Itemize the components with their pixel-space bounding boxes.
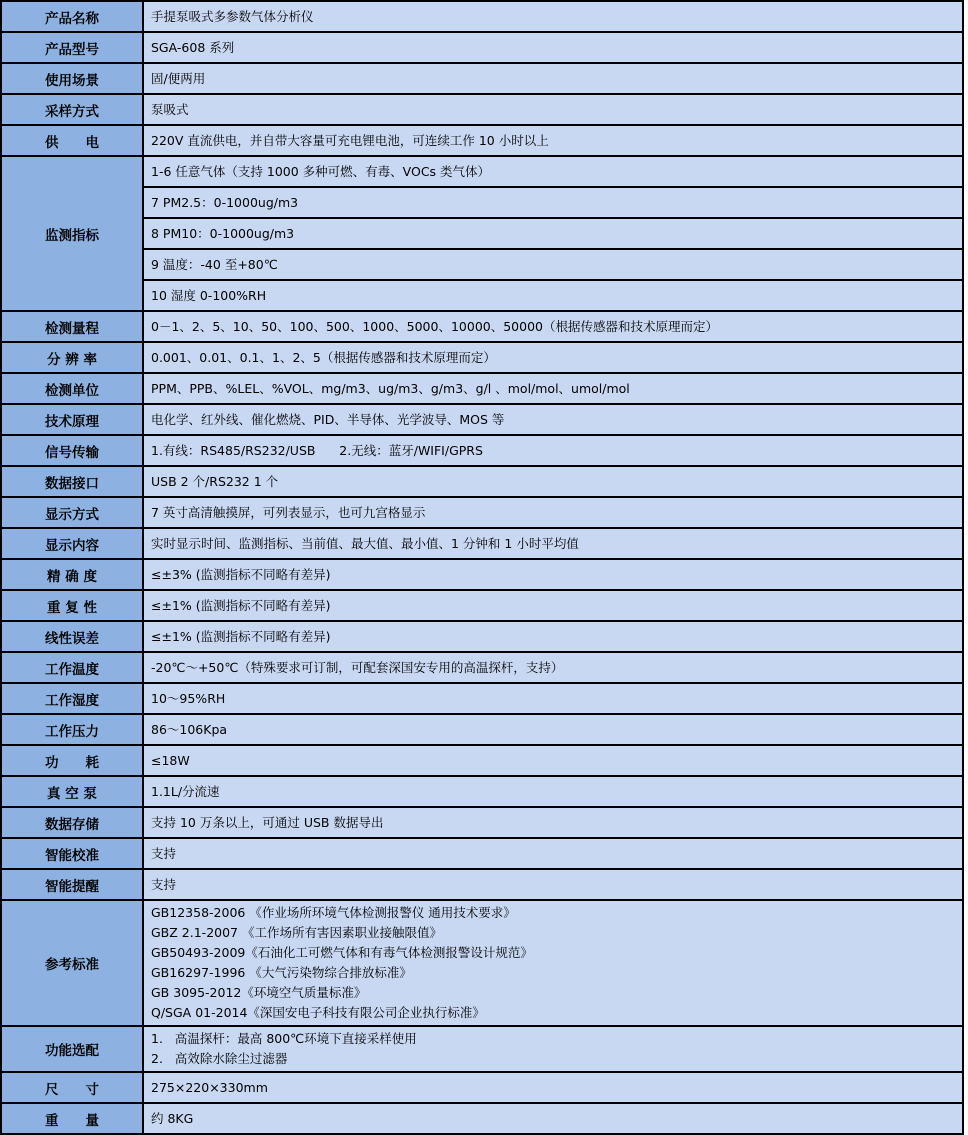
spec-value-line: 1. 高温探杆：最高 800℃环境下直接采样使用 (151, 1031, 417, 1046)
spec-value (143, 559, 963, 590)
spec-value (143, 869, 963, 900)
spec-value (143, 32, 963, 63)
spec-label: 功 耗 (1, 745, 143, 776)
spec-value (143, 900, 963, 1026)
spec-label: 显示内容 (1, 528, 143, 559)
spec-value-line: 0.001、0.01、0.1、1、2、5（根据传感器和技术原理而定） (151, 349, 496, 365)
spec-label: 检测量程 (1, 311, 143, 342)
spec-label: 数据接口 (1, 466, 143, 497)
spec-label: 产品名称 (1, 1, 143, 32)
spec-value-line: -20℃～+50℃（特殊要求可订制，可配套深国安专用的高温探杆，支持） (151, 659, 564, 675)
spec-value-line: 9 温度：-40 至+80℃ (151, 256, 278, 272)
spec-row (1, 528, 963, 559)
spec-value-line: 约 8KG (151, 1110, 194, 1126)
spec-row (1, 683, 963, 714)
spec-value (143, 373, 963, 404)
spec-value-line: 8 PM10：0-1000ug/m3 (151, 225, 295, 241)
spec-label: 使用场景 (1, 63, 143, 94)
spec-row (1, 156, 963, 187)
spec-label: 真 空 泵 (1, 776, 143, 807)
spec-label: 监测指标 (1, 156, 143, 311)
spec-value-line: SGA-608 系列 (151, 39, 235, 55)
spec-label: 分 辨 率 (1, 342, 143, 373)
spec-value (143, 187, 963, 218)
spec-label: 数据存储 (1, 807, 143, 838)
spec-value (143, 528, 963, 559)
spec-label: 检测单位 (1, 373, 143, 404)
spec-value-line: USB 2 个/RS232 1 个 (151, 473, 279, 489)
spec-value (143, 218, 963, 249)
spec-value (143, 466, 963, 497)
spec-row (1, 1, 963, 32)
spec-label: 工作温度 (1, 652, 143, 683)
spec-value-line: 220V 直流供电，并自带大容量可充电锂电池，可连续工作 10 小时以上 (151, 132, 549, 148)
spec-value (143, 745, 963, 776)
spec-row (1, 838, 963, 869)
spec-value-line: 275×220×330mm (151, 1079, 268, 1095)
spec-row (1, 559, 963, 590)
spec-table-body (1, 1, 963, 1134)
spec-value-line: 1.1L/分流速 (151, 783, 220, 799)
spec-label: 信号传输 (1, 435, 143, 466)
spec-value (143, 621, 963, 652)
spec-row (1, 249, 963, 280)
spec-row (1, 714, 963, 745)
spec-value-line: GBZ 2.1-2007 《工作场所有害因素职业接触限值》 (151, 925, 442, 940)
spec-label: 智能提醒 (1, 869, 143, 900)
spec-row (1, 1103, 963, 1134)
spec-value-line: 86～106Kpa (151, 721, 228, 737)
spec-value-line: 手提泵吸式多参数气体分析仪 (151, 8, 314, 24)
spec-value-line: ≤±1% (监测指标不同略有差异) (151, 597, 331, 613)
spec-value-line: 支持 (151, 845, 177, 861)
spec-value (143, 683, 963, 714)
spec-row (1, 466, 963, 497)
spec-row (1, 342, 963, 373)
spec-row (1, 776, 963, 807)
spec-row (1, 311, 963, 342)
spec-row (1, 621, 963, 652)
spec-value-line: GB50493-2009《石油化工可燃气体和有毒气体检测报警设计规范》 (151, 945, 533, 960)
spec-row (1, 745, 963, 776)
spec-value-line: ≤18W (151, 752, 190, 768)
spec-value (143, 497, 963, 528)
spec-value (143, 652, 963, 683)
spec-row (1, 1026, 963, 1072)
spec-value (143, 838, 963, 869)
spec-value-line: Q/SGA 01-2014《深国安电子科技有限公司企业执行标准》 (151, 1005, 485, 1020)
spec-value-line: ≤±1% (监测指标不同略有差异) (151, 628, 331, 644)
spec-value-line: GB12358-2006 《作业场所环境气体检测报警仪 通用技术要求》 (151, 905, 516, 920)
spec-value (143, 311, 963, 342)
spec-value (143, 776, 963, 807)
spec-value-line: 支持 (151, 876, 177, 892)
spec-label: 重 复 性 (1, 590, 143, 621)
spec-row (1, 1072, 963, 1103)
spec-label: 采样方式 (1, 94, 143, 125)
spec-row (1, 590, 963, 621)
spec-row (1, 94, 963, 125)
spec-row (1, 280, 963, 311)
spec-value (143, 435, 963, 466)
spec-row (1, 187, 963, 218)
spec-row (1, 32, 963, 63)
spec-label: 线性误差 (1, 621, 143, 652)
spec-value-line: ≤±3% (监测指标不同略有差异) (151, 566, 331, 582)
spec-value (143, 590, 963, 621)
spec-value (143, 94, 963, 125)
spec-value-line: 0－1、2、5、10、50、100、500、1000、5000、10000、50000（根据传感器和技术原理而定） (151, 318, 718, 334)
spec-value (143, 1, 963, 32)
spec-row (1, 373, 963, 404)
spec-row (1, 807, 963, 838)
spec-value-line: GB16297-1996 《大气污染物综合排放标准》 (151, 965, 412, 980)
spec-label: 智能校准 (1, 838, 143, 869)
spec-value (143, 1026, 963, 1072)
spec-value-line: 1.有线：RS485/RS232/USB 2.无线：蓝牙/WIFI/GPRS (151, 442, 483, 458)
spec-label: 参考标准 (1, 900, 143, 1026)
spec-row (1, 218, 963, 249)
spec-row (1, 497, 963, 528)
spec-value (143, 404, 963, 435)
spec-label: 技术原理 (1, 404, 143, 435)
spec-row (1, 435, 963, 466)
spec-label: 产品型号 (1, 32, 143, 63)
spec-row (1, 63, 963, 94)
spec-value-line: GB 3095-2012《环境空气质量标准》 (151, 985, 367, 1000)
spec-label: 精 确 度 (1, 559, 143, 590)
spec-label: 供 电 (1, 125, 143, 156)
spec-value-line: 10 湿度 0-100%RH (151, 287, 267, 303)
spec-value-line: 1-6 任意气体（支持 1000 多种可燃、有毒、VOCs 类气体） (151, 163, 491, 179)
spec-value (143, 156, 963, 187)
spec-label: 显示方式 (1, 497, 143, 528)
spec-label: 工作压力 (1, 714, 143, 745)
spec-row (1, 652, 963, 683)
spec-row (1, 900, 963, 1026)
spec-value-line: 电化学、红外线、催化燃烧、PID、半导体、光学波导、MOS 等 (151, 411, 505, 427)
spec-value (143, 63, 963, 94)
spec-label: 尺 寸 (1, 1072, 143, 1103)
spec-value (143, 280, 963, 311)
spec-row (1, 404, 963, 435)
spec-label: 功能选配 (1, 1026, 143, 1072)
spec-value-line: 10～95%RH (151, 690, 226, 706)
spec-value (143, 125, 963, 156)
spec-label: 重 量 (1, 1103, 143, 1134)
spec-value-line: 泵吸式 (151, 101, 189, 117)
spec-value-line: 7 英寸高清触摸屏，可列表显示，也可九宫格显示 (151, 504, 426, 520)
spec-value-line: 2. 高效除水除尘过滤器 (151, 1051, 288, 1066)
spec-value-line: 固/便两用 (151, 70, 206, 86)
spec-value (143, 342, 963, 373)
spec-value (143, 714, 963, 745)
spec-value-line: 7 PM2.5：0-1000ug/m3 (151, 194, 299, 210)
spec-value (143, 1103, 963, 1134)
spec-value (143, 807, 963, 838)
spec-row (1, 869, 963, 900)
spec-value-line: 实时显示时间、监测指标、当前值、最大值、最小值、1 分钟和 1 小时平均值 (151, 535, 579, 551)
spec-value (143, 1072, 963, 1103)
spec-label: 工作湿度 (1, 683, 143, 714)
spec-value-line: PPM、PPB、%LEL、%VOL、mg/m3、ug/m3、g/m3、g/l 、mol/mol、umol/mol (151, 380, 630, 396)
spec-row (1, 125, 963, 156)
spec-value (143, 249, 963, 280)
spec-value-line: 支持 10 万条以上，可通过 USB 数据导出 (151, 814, 384, 830)
